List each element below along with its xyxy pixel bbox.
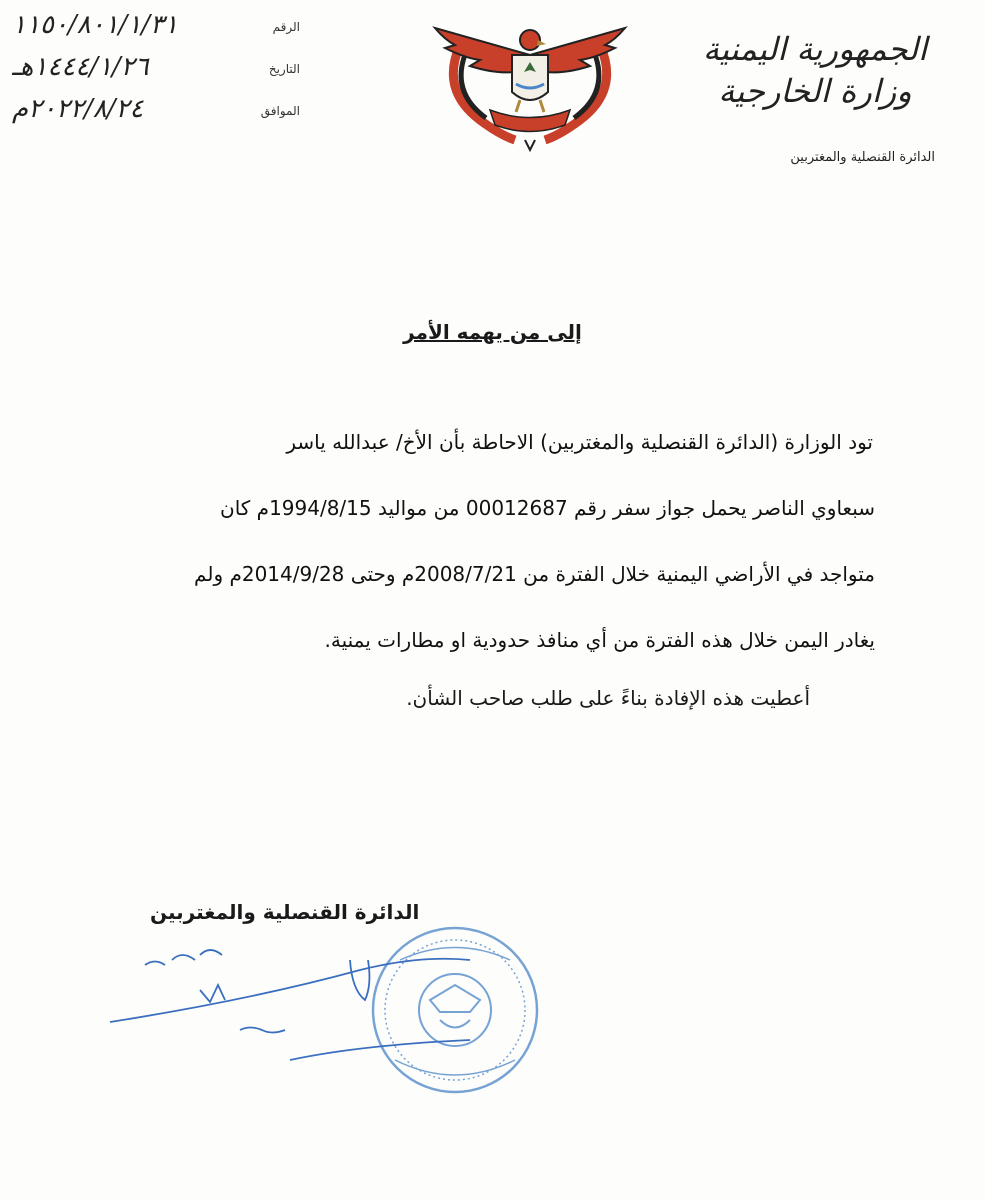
- body-line-3: متواجد في الأراضي اليمنية خلال الفترة من 2008/7/21م وحتى 2014/9/28م ولم: [194, 562, 875, 586]
- ref-date-value: ١٤٤٤/١/٢٦هـ: [12, 52, 149, 82]
- ref-number-label: الرقم: [272, 20, 300, 34]
- official-stamp-icon: [373, 928, 537, 1092]
- ministry-name: وزارة الخارجية: [718, 72, 912, 110]
- ref-date-row: [8, 52, 308, 88]
- reference-block: [8, 10, 308, 130]
- ref-number-row: [8, 10, 308, 46]
- national-emblem-icon: [420, 0, 640, 155]
- signature-and-stamp: [0, 920, 985, 1120]
- ref-corresponding-row: [8, 94, 308, 130]
- document-title: إلى من يهمه الأمر: [403, 320, 582, 344]
- ministry-header: [675, 28, 955, 112]
- body-line-2: سبعاوي الناصر يحمل جواز سفر رقم 00012687 من مواليد 1994/8/15م كان: [220, 496, 875, 520]
- body-line-4: يغادر اليمن خلال هذه الفترة من أي منافذ حدودية او مطارات يمنية.: [324, 628, 875, 652]
- closing-statement: أعطيت هذه الإفادة بناءً على طلب صاحب الشأن.: [406, 686, 810, 710]
- body-line-1: تود الوزارة (الدائرة القنصلية والمغتربين) الاحاطة بأن الأخ/ عبدالله ياسر: [286, 430, 873, 454]
- ref-corresponding-value: ٢٠٢٢/٨/٢٤م: [12, 94, 144, 124]
- ref-corresponding-label: الموافق: [260, 104, 300, 118]
- ref-date-label: التاريخ: [268, 62, 300, 76]
- signature-department: الدائرة القنصلية والمغتربين: [150, 900, 420, 924]
- handwritten-signature-icon: [110, 950, 470, 1060]
- ref-number-value: ١١٥٠/٨٠١/١/٣١: [12, 10, 178, 40]
- republic-name: الجمهورية اليمنية: [702, 30, 928, 68]
- department-name: الدائرة القنصلية والمغتربين: [790, 150, 935, 165]
